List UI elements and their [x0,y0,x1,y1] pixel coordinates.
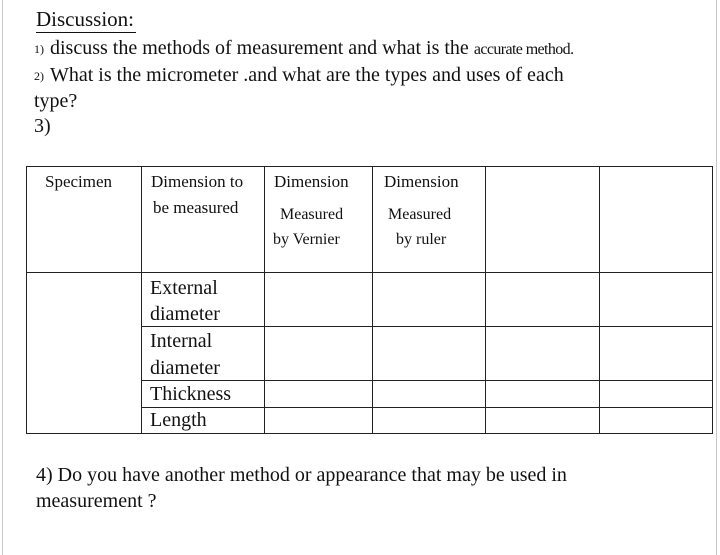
question-1-tail: accurate method. [473,41,574,58]
question-2-number: 2) [34,69,44,83]
header-ruler-line-3: by ruler [396,231,447,248]
table-column-line [264,166,265,434]
header-dimension-line-1: Dimension to [151,172,244,191]
question-3-label: 3) [34,115,51,137]
row-label-thickness: Thickness [150,383,232,405]
table-column-line [485,166,486,434]
row-label-internal-diameter: diameter [150,357,220,379]
table-column-line [141,166,142,434]
row-label-internal: Internal [150,330,213,352]
question-1-number: 1) [34,42,44,56]
header-dimension-line-2: be measured [153,198,239,217]
discussion-heading: Discussion: [36,7,135,31]
header-specimen: Specimen [45,172,113,191]
row-label-external: External [150,277,218,299]
table-column-line [26,166,27,434]
header-vernier-line-1: Dimension [274,172,349,191]
header-vernier-line-2: Measured [280,206,344,223]
header-vernier-line-3: by Vernier [273,231,340,248]
table-row-divider [141,326,713,327]
header-ruler-line-1: Dimension [384,172,459,191]
table-column-line [599,166,600,434]
table-column-line [712,166,713,434]
row-label-length: Length [150,409,207,431]
table-row-divider [141,407,713,408]
question-2-text: What is the micrometer .and what are the types and uses of each [50,64,564,86]
question-4: 4) Do you have another method or appearance that may be used in measurement ? [36,464,567,512]
table-header-bottom [26,272,713,273]
question-2-continuation: type? [34,90,78,112]
header-ruler-line-2: Measured [388,206,452,223]
question-1-text: discuss the methods of measurement and what is the [50,37,474,59]
table-border-bottom [26,433,713,434]
table-column-line [372,166,373,434]
table-border-top [26,166,713,167]
row-label-external-diameter: diameter [150,303,220,325]
